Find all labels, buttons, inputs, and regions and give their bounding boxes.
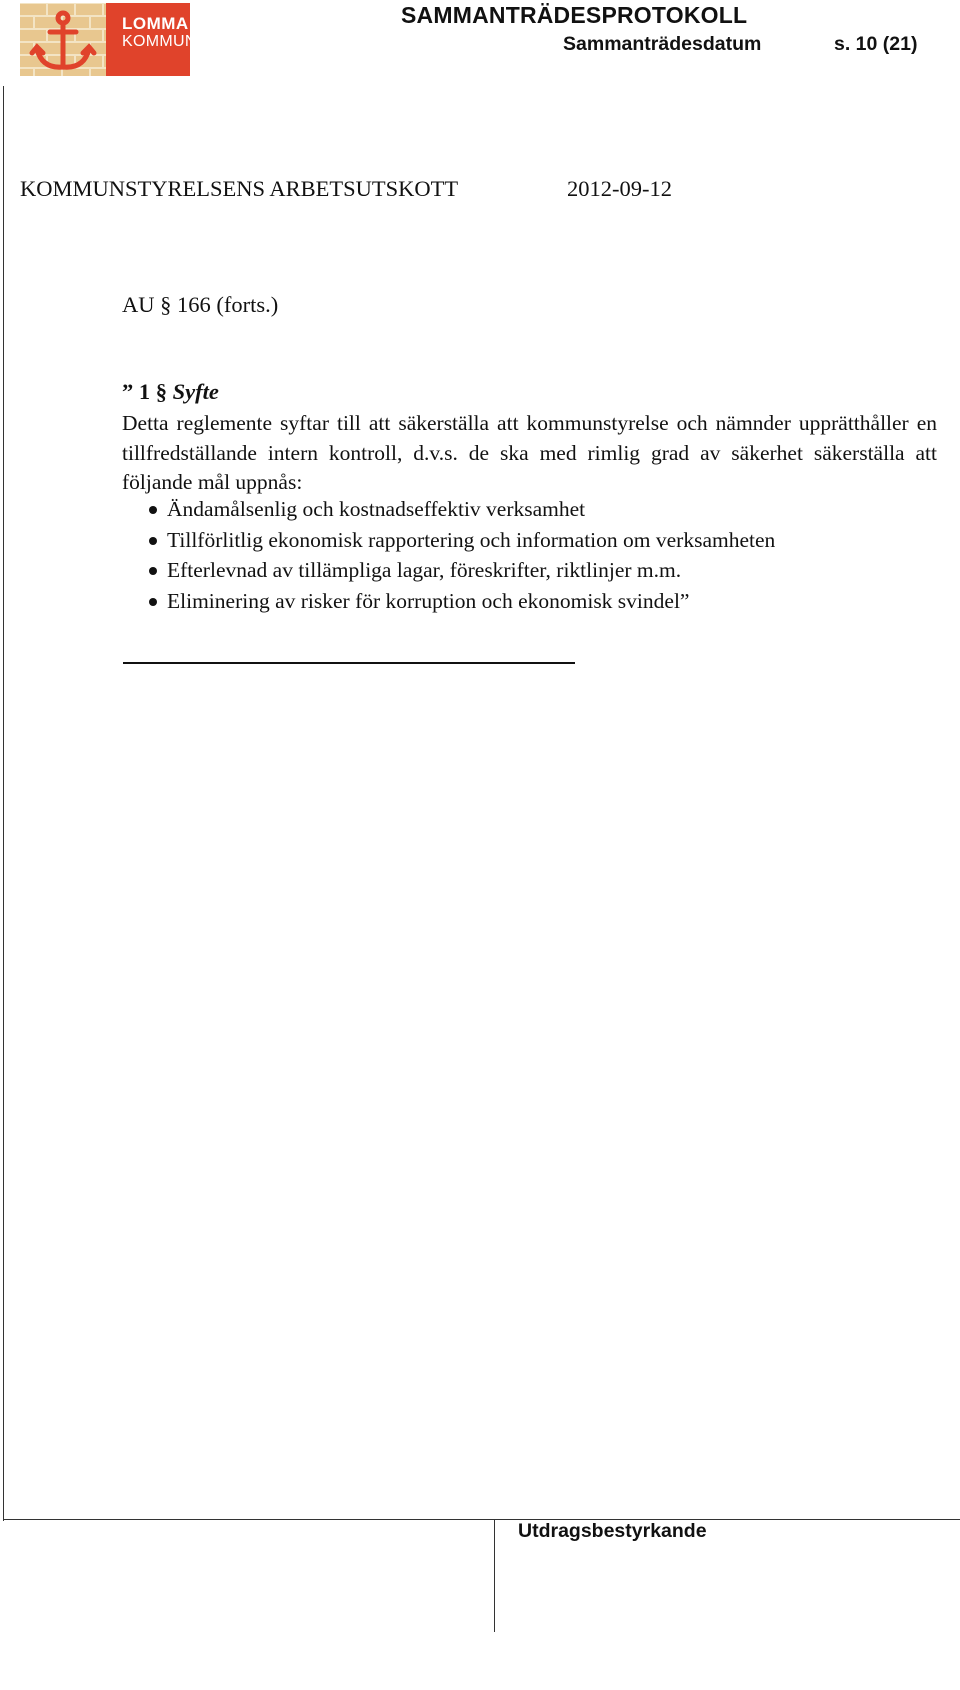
- list-item: [148, 555, 775, 586]
- left-margin-rule: [3, 86, 4, 1521]
- list-item: [148, 494, 775, 525]
- logo-brick: [104, 4, 106, 15]
- bullet-icon: [149, 598, 157, 606]
- paragraph-title: Syfte: [172, 379, 219, 404]
- logo-brick: [20, 17, 33, 28]
- logo-brick: [104, 56, 106, 67]
- list-item-text: Efterlevnad av tillämpliga lagar, föreskrifter, riktlinjer m.m.: [167, 558, 682, 582]
- signature-label: Utdragsbestyrkande: [518, 1520, 707, 1542]
- signature-divider: [494, 1519, 495, 1632]
- footer-rule: [3, 1519, 960, 1520]
- logo-brick: [91, 17, 106, 28]
- list-item-text: Tillförlitlig ekonomisk rapportering och information om verksamheten: [167, 527, 776, 552]
- logo-brick: [63, 69, 89, 76]
- paragraph-heading: [122, 379, 219, 405]
- list-item: [148, 525, 775, 556]
- list-item: [148, 586, 775, 617]
- logo-line1: LOMMA: [122, 14, 189, 33]
- meeting-date: 2012-09-12: [567, 176, 672, 201]
- logo-line2: KOMMUN: [122, 33, 197, 50]
- closing-rule: [123, 662, 575, 664]
- logo-brick: [20, 30, 46, 41]
- committee-name: KOMMUNSTYRELSENS ARBETSUTSKOTT: [20, 176, 459, 201]
- logo-brick: [104, 30, 106, 41]
- logo-brick: [76, 4, 102, 15]
- logo-wordmark: [122, 15, 197, 50]
- bullet-icon: [149, 506, 157, 514]
- page-number: s. 10 (21): [834, 33, 918, 55]
- logo-brick: [91, 69, 106, 76]
- lomma-kommun-logo: [20, 3, 197, 76]
- list-item-text: Ändamålsenlig och kostnadseffektiv verksamhet: [167, 497, 586, 521]
- bullet-icon: [149, 537, 157, 545]
- section-reference: AU § 166 (forts.): [122, 292, 279, 317]
- logo-brick: [76, 30, 102, 41]
- logo-brick: [20, 69, 33, 76]
- list-item-text: Eliminering av risker för korruption och ekonomisk svindel”: [167, 588, 690, 613]
- paragraph-number: ” 1 §: [122, 379, 167, 404]
- document-type: SAMMANTRÄDESPROTOKOLL: [401, 2, 748, 28]
- meeting-date-label: Sammanträdesdatum: [563, 33, 762, 55]
- bullet-icon: [149, 567, 157, 575]
- paragraph-body: Detta reglemente syftar till att säkerställa att kommunstyrelse och nämnder upprätthåller en tillfredställande intern kontroll, d.v.s. de ska med rimlig grad av säkerhet säkerställa att följande mål uppnås:: [122, 411, 937, 494]
- goal-list: [148, 494, 775, 616]
- logo-brick: [20, 4, 46, 15]
- logo-brick: [35, 69, 61, 76]
